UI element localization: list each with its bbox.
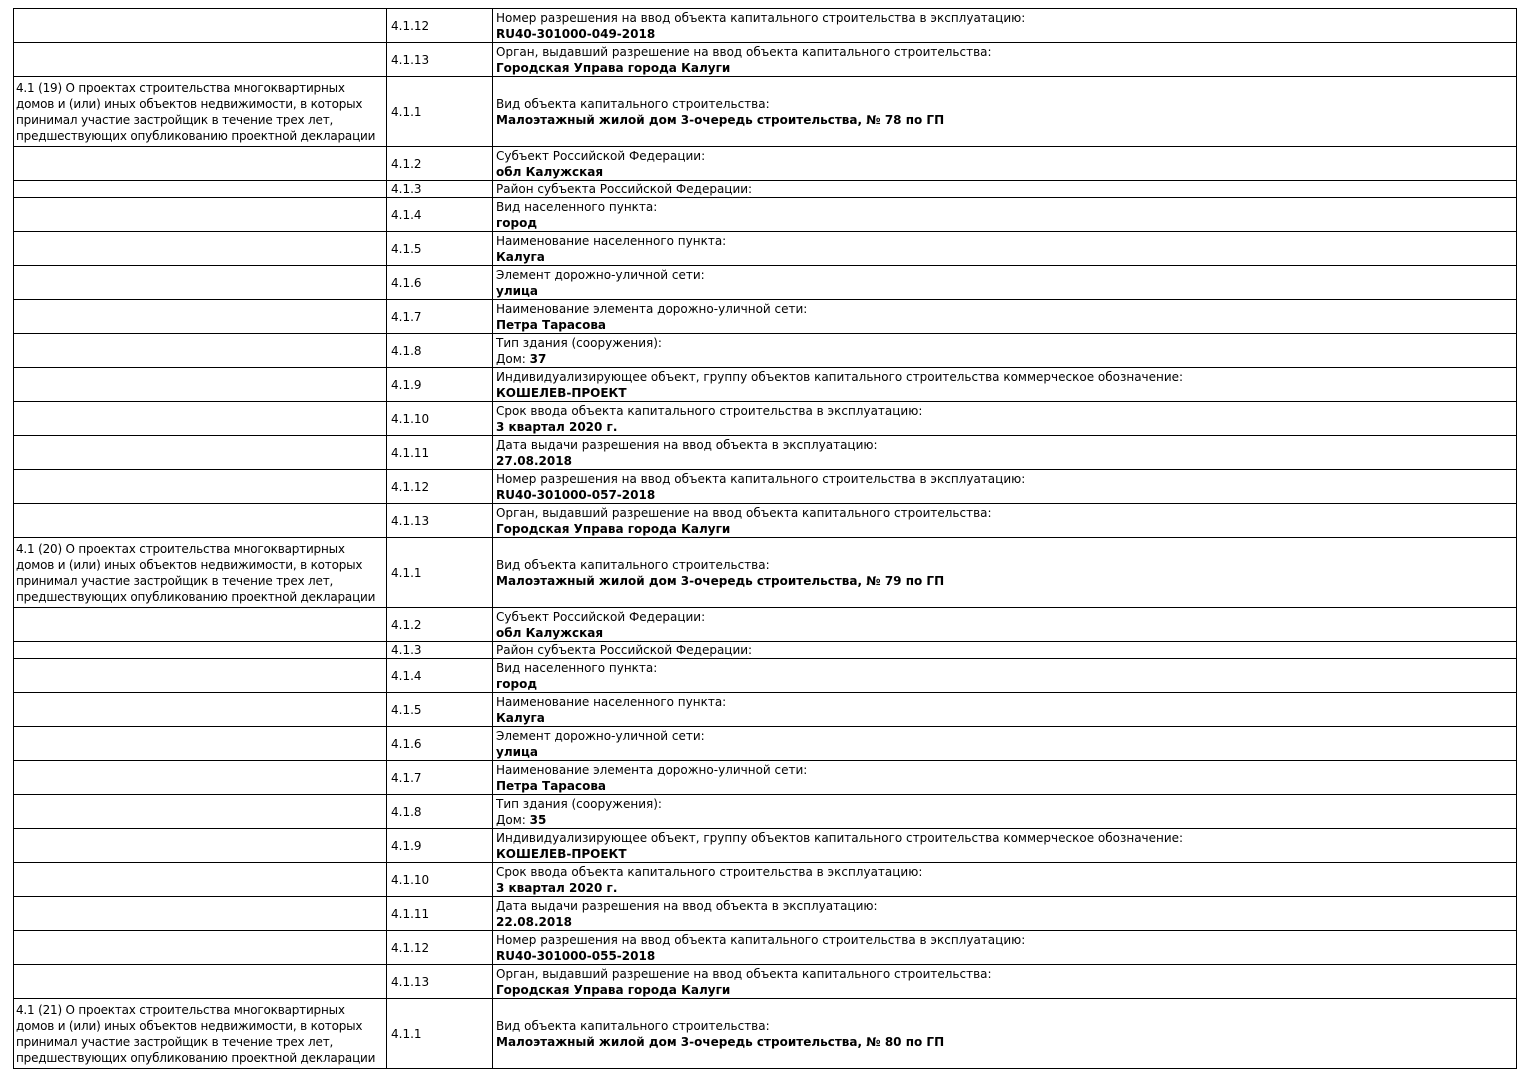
declaration-table-body [14, 9, 1517, 1069]
field-label: Номер разрешения на ввод объекта капитального строительства в эксплуатацию: [496, 10, 1026, 25]
table-row [14, 642, 1517, 659]
section-title: 4.1 (20) О проектах строительства многоквартирных домов и (или) иных объектов недвижимости, в которых принимал участие застройщик в течение трех лет, предшествующих опубликованию проектной декларации [16, 541, 376, 604]
item-number-cell [387, 9, 493, 43]
item-number-cell [387, 504, 493, 538]
table-row [14, 863, 1517, 897]
field-cell [493, 795, 1517, 829]
item-number: 4.1.12 [391, 18, 430, 33]
field-cell [493, 181, 1517, 198]
field-cell [493, 198, 1517, 232]
section-cell [14, 300, 387, 334]
field-label: Срок ввода объекта капитального строительства в эксплуатацию: [496, 864, 923, 879]
field-value: Городская Управа города Калуги [496, 982, 731, 997]
section-cell [14, 402, 387, 436]
field-value-line [496, 419, 1513, 435]
field-cell [493, 147, 1517, 181]
field-label: Тип здания (сооружения): [496, 796, 662, 811]
item-number-cell [387, 147, 493, 181]
field-value-line [496, 215, 1513, 231]
section-cell [14, 147, 387, 181]
field-label: Дата выдачи разрешения на ввод объекта в эксплуатацию: [496, 898, 878, 913]
field-value-line [496, 26, 1513, 42]
field-value-line [496, 744, 1513, 760]
item-number: 4.1.3 [391, 643, 422, 657]
field-value: Малоэтажный жилой дом 3-очередь строительства, № 78 по ГП [496, 112, 945, 127]
field-label: Наименование элемента дорожно-уличной сети: [496, 301, 808, 316]
section-cell [14, 727, 387, 761]
table-row [14, 829, 1517, 863]
section-cell [14, 232, 387, 266]
field-label: Элемент дорожно-уличной сети: [496, 267, 705, 282]
field-label: Орган, выдавший разрешение на ввод объекта капитального строительства: [496, 505, 992, 520]
field-value-line [496, 521, 1513, 537]
item-number: 4.1.10 [391, 872, 430, 887]
field-value: 37 [529, 351, 547, 366]
field-value-line [496, 914, 1513, 930]
table-row [14, 659, 1517, 693]
item-number: 4.1.9 [391, 838, 422, 853]
field-value-line [496, 164, 1513, 180]
field-value-line [496, 487, 1513, 503]
table-row [14, 147, 1517, 181]
field-cell [493, 266, 1517, 300]
field-value-line [496, 385, 1513, 401]
section-cell [14, 266, 387, 300]
field-label: Район субъекта Российской Федерации: [496, 182, 753, 196]
section-cell [14, 931, 387, 965]
field-value-line [496, 60, 1513, 76]
field-value: город [496, 676, 538, 691]
item-number-cell [387, 402, 493, 436]
field-value: обл Калужская [496, 625, 604, 640]
field-label: Тип здания (сооружения): [496, 335, 662, 350]
table-row [14, 470, 1517, 504]
item-number: 4.1.4 [391, 668, 422, 683]
field-value-line [496, 112, 1513, 128]
section-cell [14, 436, 387, 470]
item-number-cell [387, 795, 493, 829]
field-label: Элемент дорожно-уличной сети: [496, 728, 705, 743]
item-number: 4.1.1 [391, 565, 422, 580]
item-number: 4.1.11 [391, 906, 430, 921]
item-number-cell [387, 659, 493, 693]
table-row [14, 266, 1517, 300]
field-value-prefix: Дом: [496, 351, 530, 366]
field-value: Малоэтажный жилой дом 3-очередь строительства, № 80 по ГП [496, 1034, 945, 1049]
item-number: 4.1.8 [391, 804, 422, 819]
item-number: 4.1.13 [391, 513, 430, 528]
field-label: Орган, выдавший разрешение на ввод объекта капитального строительства: [496, 44, 992, 59]
field-value: обл Калужская [496, 164, 604, 179]
section-cell [14, 795, 387, 829]
item-number-cell [387, 368, 493, 402]
field-value: КОШЕЛЕВ-ПРОЕКТ [496, 385, 627, 400]
field-value-line [496, 249, 1513, 265]
section-cell [14, 965, 387, 999]
table-row [14, 897, 1517, 931]
table-row [14, 368, 1517, 402]
table-row [14, 965, 1517, 999]
section-title: 4.1 (21) О проектах строительства многоквартирных домов и (или) иных объектов недвижимости, в которых принимал участие застройщик в течение трех лет, предшествующих опубликованию проектной декларации [16, 1002, 376, 1065]
section-cell [14, 863, 387, 897]
item-number: 4.1.13 [391, 974, 430, 989]
item-number-cell [387, 608, 493, 642]
table-row [14, 198, 1517, 232]
field-value: 22.08.2018 [496, 914, 572, 929]
field-value-line [496, 710, 1513, 726]
item-number: 4.1.12 [391, 940, 430, 955]
field-label: Вид объекта капитального строительства: [496, 557, 770, 572]
item-number: 4.1.6 [391, 736, 422, 751]
item-number: 4.1.2 [391, 617, 422, 632]
field-value-prefix: Дом: [496, 812, 530, 827]
field-cell [493, 504, 1517, 538]
item-number-cell [387, 436, 493, 470]
field-cell [493, 402, 1517, 436]
field-label: Индивидуализирующее объект, группу объектов капитального строительства коммерческое обозначение: [496, 830, 1184, 845]
field-value-line [496, 676, 1513, 692]
item-number-cell [387, 266, 493, 300]
field-value: 35 [529, 812, 547, 827]
item-number-cell [387, 232, 493, 266]
item-number-cell [387, 470, 493, 504]
field-label: Вид населенного пункта: [496, 660, 658, 675]
section-cell [14, 897, 387, 931]
field-value: город [496, 215, 538, 230]
table-row [14, 402, 1517, 436]
field-value-line [496, 846, 1513, 862]
section-cell [14, 77, 387, 147]
section-cell [14, 9, 387, 43]
field-value-line [496, 625, 1513, 641]
field-cell [493, 77, 1517, 147]
field-value-line [496, 351, 1513, 367]
table-row [14, 300, 1517, 334]
section-cell [14, 761, 387, 795]
item-number-cell [387, 181, 493, 198]
field-cell [493, 761, 1517, 795]
section-cell [14, 198, 387, 232]
field-value: 27.08.2018 [496, 453, 572, 468]
item-number-cell [387, 538, 493, 608]
field-label: Вид населенного пункта: [496, 199, 658, 214]
field-cell [493, 863, 1517, 897]
field-cell [493, 436, 1517, 470]
section-cell [14, 470, 387, 504]
field-label: Вид объекта капитального строительства: [496, 1018, 770, 1033]
field-value-line [496, 453, 1513, 469]
item-number: 4.1.1 [391, 1026, 422, 1041]
field-value-line [496, 283, 1513, 299]
field-cell [493, 999, 1517, 1069]
item-number: 4.1.4 [391, 207, 422, 222]
item-number: 4.1.8 [391, 343, 422, 358]
declaration-table [13, 8, 1517, 1069]
field-value-line [496, 880, 1513, 896]
field-value: Петра Тарасова [496, 778, 607, 793]
field-cell [493, 9, 1517, 43]
item-number-cell [387, 693, 493, 727]
table-row [14, 795, 1517, 829]
item-number-cell [387, 198, 493, 232]
item-number: 4.1.6 [391, 275, 422, 290]
field-cell [493, 727, 1517, 761]
item-number: 4.1.12 [391, 479, 430, 494]
field-value: 3 квартал 2020 г. [496, 419, 618, 434]
item-number: 4.1.13 [391, 52, 430, 67]
field-value: Малоэтажный жилой дом 3-очередь строительства, № 79 по ГП [496, 573, 945, 588]
field-label: Орган, выдавший разрешение на ввод объекта капитального строительства: [496, 966, 992, 981]
table-row [14, 999, 1517, 1069]
item-number-cell [387, 334, 493, 368]
table-row [14, 727, 1517, 761]
item-number: 4.1.5 [391, 241, 422, 256]
field-value-line [496, 982, 1513, 998]
field-label: Номер разрешения на ввод объекта капитального строительства в эксплуатацию: [496, 932, 1026, 947]
field-value-line [496, 812, 1513, 828]
table-row [14, 608, 1517, 642]
table-row [14, 504, 1517, 538]
field-value-line [496, 317, 1513, 333]
item-number: 4.1.3 [391, 182, 422, 196]
field-cell [493, 43, 1517, 77]
item-number: 4.1.2 [391, 156, 422, 171]
item-number: 4.1.11 [391, 445, 430, 460]
field-label: Субъект Российской Федерации: [496, 609, 706, 624]
field-value: Петра Тарасова [496, 317, 607, 332]
field-value: RU40-301000-057-2018 [496, 487, 656, 502]
field-cell [493, 693, 1517, 727]
table-row [14, 43, 1517, 77]
item-number-cell [387, 77, 493, 147]
item-number-cell [387, 829, 493, 863]
field-cell [493, 608, 1517, 642]
table-row [14, 693, 1517, 727]
item-number: 4.1.10 [391, 411, 430, 426]
field-cell [493, 897, 1517, 931]
item-number-cell [387, 897, 493, 931]
table-row [14, 9, 1517, 43]
section-title: 4.1 (19) О проектах строительства многоквартирных домов и (или) иных объектов недвижимости, в которых принимал участие застройщик в течение трех лет, предшествующих опубликованию проектной декларации [16, 80, 376, 143]
table-row [14, 232, 1517, 266]
section-cell [14, 43, 387, 77]
field-value: улица [496, 744, 539, 759]
table-row [14, 181, 1517, 198]
section-cell [14, 368, 387, 402]
item-number-cell [387, 642, 493, 659]
item-number: 4.1.9 [391, 377, 422, 392]
item-number-cell [387, 43, 493, 77]
field-label: Срок ввода объекта капитального строительства в эксплуатацию: [496, 403, 923, 418]
field-value-line [496, 778, 1513, 794]
item-number: 4.1.7 [391, 770, 422, 785]
item-number: 4.1.1 [391, 104, 422, 119]
field-value: КОШЕЛЕВ-ПРОЕКТ [496, 846, 627, 861]
field-label: Номер разрешения на ввод объекта капитального строительства в эксплуатацию: [496, 471, 1026, 486]
section-cell [14, 608, 387, 642]
field-cell [493, 538, 1517, 608]
item-number: 4.1.5 [391, 702, 422, 717]
field-label: Наименование населенного пункта: [496, 694, 727, 709]
field-label: Наименование элемента дорожно-уличной сети: [496, 762, 808, 777]
table-row [14, 931, 1517, 965]
field-cell [493, 642, 1517, 659]
table-row [14, 436, 1517, 470]
field-value: Городская Управа города Калуги [496, 60, 731, 75]
field-value: RU40-301000-049-2018 [496, 26, 656, 41]
field-label: Дата выдачи разрешения на ввод объекта в эксплуатацию: [496, 437, 878, 452]
field-cell [493, 368, 1517, 402]
field-value: Калуга [496, 710, 545, 725]
item-number-cell [387, 965, 493, 999]
field-cell [493, 470, 1517, 504]
field-value: Городская Управа города Калуги [496, 521, 731, 536]
item-number-cell [387, 863, 493, 897]
section-cell [14, 659, 387, 693]
field-label: Вид объекта капитального строительства: [496, 96, 770, 111]
section-cell [14, 334, 387, 368]
table-row [14, 334, 1517, 368]
field-cell [493, 659, 1517, 693]
table-row [14, 77, 1517, 147]
field-value: Калуга [496, 249, 545, 264]
field-label: Наименование населенного пункта: [496, 233, 727, 248]
item-number-cell [387, 999, 493, 1069]
item-number-cell [387, 931, 493, 965]
field-value: улица [496, 283, 539, 298]
item-number: 4.1.7 [391, 309, 422, 324]
field-label: Индивидуализирующее объект, группу объектов капитального строительства коммерческое обозначение: [496, 369, 1184, 384]
field-cell [493, 931, 1517, 965]
field-value-line [496, 948, 1513, 964]
item-number-cell [387, 761, 493, 795]
section-cell [14, 181, 387, 198]
section-cell [14, 538, 387, 608]
item-number-cell [387, 300, 493, 334]
item-number-cell [387, 727, 493, 761]
field-cell [493, 965, 1517, 999]
field-cell [493, 829, 1517, 863]
field-value: RU40-301000-055-2018 [496, 948, 656, 963]
field-value-line [496, 1034, 1513, 1050]
field-cell [493, 232, 1517, 266]
field-cell [493, 300, 1517, 334]
section-cell [14, 642, 387, 659]
field-label: Район субъекта Российской Федерации: [496, 643, 753, 657]
table-row [14, 538, 1517, 608]
field-cell [493, 334, 1517, 368]
field-label: Субъект Российской Федерации: [496, 148, 706, 163]
section-cell [14, 504, 387, 538]
field-value: 3 квартал 2020 г. [496, 880, 618, 895]
section-cell [14, 829, 387, 863]
section-cell [14, 693, 387, 727]
field-value-line [496, 573, 1513, 589]
table-row [14, 761, 1517, 795]
section-cell [14, 999, 387, 1069]
